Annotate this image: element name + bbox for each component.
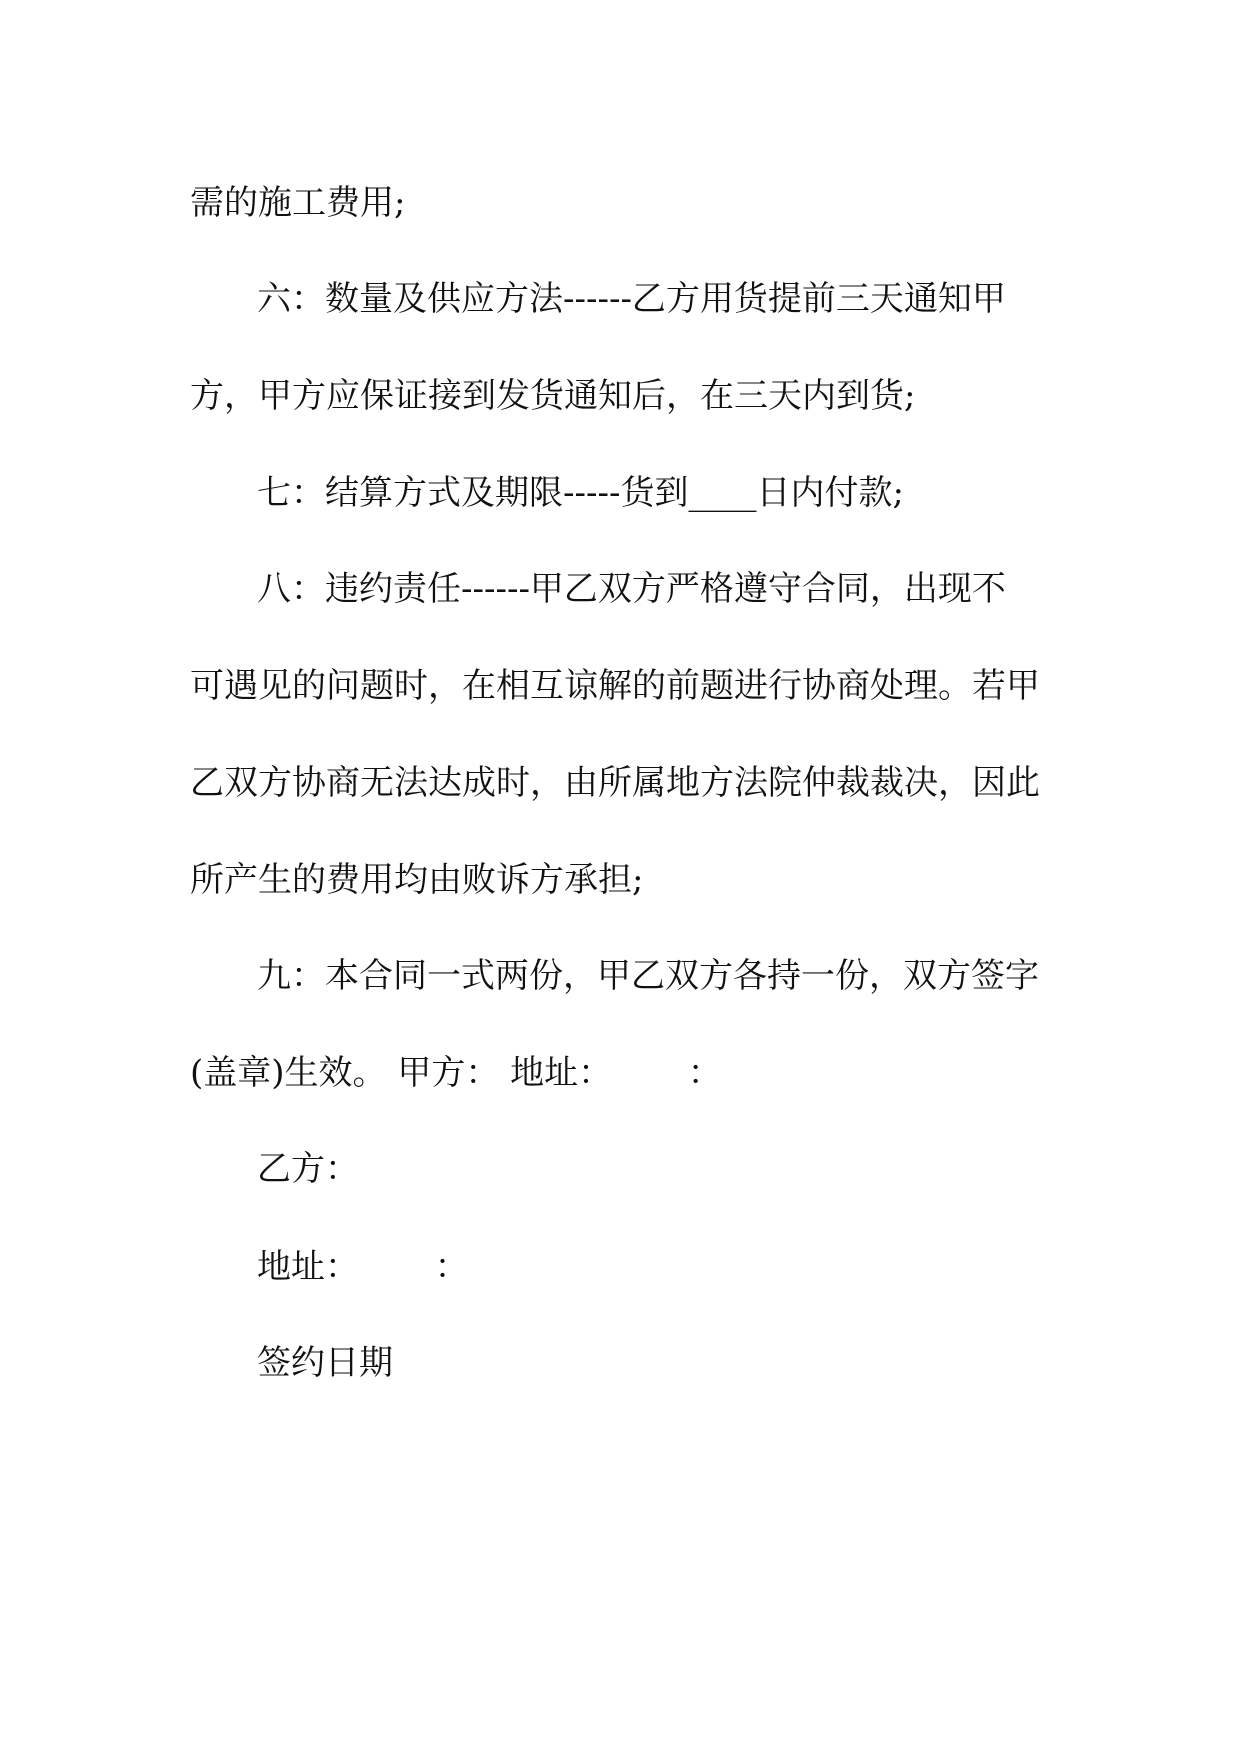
address-label: 地址： ： bbox=[257, 1247, 469, 1287]
clause-8-line-1: 八：违约责任------甲乙双方严格遵守合同，出现不 bbox=[257, 569, 1006, 609]
clause-9-line-2: (盖章)生效。 甲方： 地址： ： bbox=[190, 1053, 722, 1093]
signing-date-label: 签约日期 bbox=[257, 1343, 393, 1383]
clause-6-line-2: 方，甲方应保证接到发货通知后，在三天内到货; bbox=[190, 376, 916, 416]
clause-9-line-1: 九：本合同一式两份，甲乙双方各持一份，双方签字 bbox=[257, 956, 1039, 996]
clause-8-line-2: 可遇见的问题时，在相互谅解的前题进行协商处理。若甲 bbox=[190, 666, 1040, 706]
clause-7-line: 七：结算方式及期限-----货到____日内付款; bbox=[257, 473, 904, 513]
party-b-label: 乙方： bbox=[257, 1149, 359, 1189]
clause-8-line-3: 乙双方协商无法达成时，由所属地方法院仲裁裁决，因此 bbox=[190, 763, 1040, 803]
clause-6-line-1: 六：数量及供应方法------乙方用货提前三天通知甲 bbox=[257, 279, 1006, 319]
clause-8-line-4: 所产生的费用均由败诉方承担; bbox=[190, 860, 644, 900]
text-line-1: 需的施工费用; bbox=[190, 183, 406, 223]
